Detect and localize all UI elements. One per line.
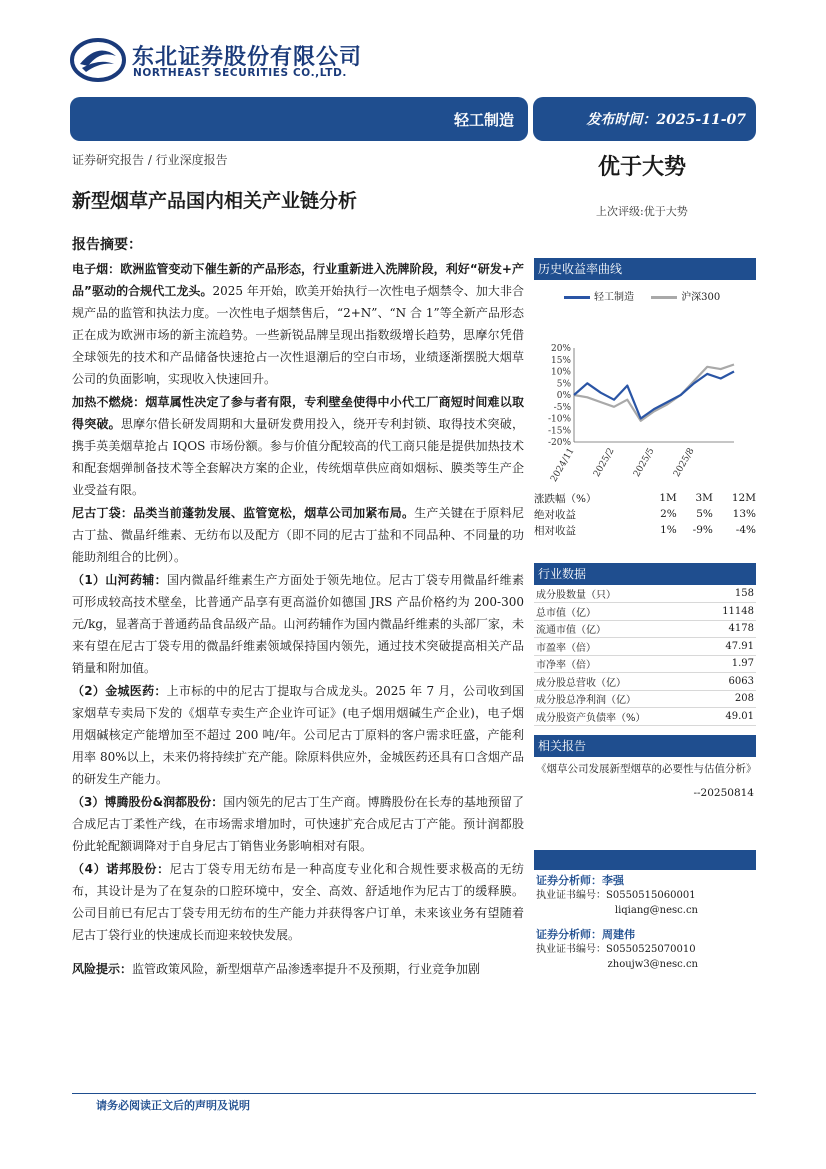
table-row [534, 690, 756, 708]
analyst-license: 执业证书编号：S0550525070010 [536, 944, 696, 955]
risk-text: 监管政策风险，新型烟草产品渗透率提升不及预期，行业竞争加剧 [132, 962, 481, 976]
related-report-date: --20250814 [693, 787, 754, 799]
paragraph-body: 上市标的中的尼古丁提取与合成龙头。2025 年 7 月，公司收到国家烟草专卖局下发的《烟草专卖生产企业许可证》(电子烟用烟碱生产企业)，电子烟用烟碱核定产能增加至不超过 200 吨/年。公司尼古丁原料的客户需求旺盛，产能利用率 80%以上，未来仍将持续扩充产能。除原料供应外，金城医药还具有口含烟产品的研发生产能力。 [72, 684, 524, 786]
paragraph-body: 国内微晶纤维素生产方面处于领先地位。尼古丁袋专用微晶纤维素可形成较高技术壁垒，比普通产品享有更高溢价如德国 JRS 产品价格约为 200-300 元/kg，显著高于普通药品食品级产品。山河药辅作为国内微晶纤维素的头部厂家，未来有望在尼古丁袋专用的微晶纤维素领域保持国内领先，通过技术突破提高相关产品销量和附加值。 [72, 573, 524, 675]
return-chart [534, 280, 756, 494]
summary-paragraph [72, 502, 524, 568]
paragraph-body: 尼古丁袋专用无纺布是一种高度专业化和合规性要求极高的无纺布，其设计是为了在复杂的口腔环境中，安全、高效、舒适地作为尼古丁的缓释膜。公司目前已有尼古丁袋专用无纺布的生产能力并获得客户订单，未来该业务有望随着尼古丁袋行业的快速成长而迎来较快发展。 [72, 862, 524, 942]
y-tick-label: -20% [547, 438, 571, 448]
x-tick-label: 2025/2 [592, 446, 617, 479]
paragraph-body: 思摩尔借长研发周期和大量研发费用投入，绕开专利封锁、取得技术突破，携手英美烟草抢占 IQOS 市场份额。参与价值分配较高的代工商只能是提供加热技术和配套烟弹制备技术等全套解决方案的企业，传统烟草供应商如烟标、膜类等生产企业受益有限。 [72, 417, 524, 497]
analyst-name: 证券分析师：周建伟 [536, 928, 635, 941]
summary-paragraph [72, 858, 524, 946]
table-cell: 208 [703, 690, 756, 708]
risk-warning [72, 958, 524, 980]
table-cell: 1.97 [703, 655, 756, 673]
sector-label: 轻工制造 [453, 111, 514, 129]
publish-date: 发布时间：2025-11-07 [586, 112, 746, 128]
company-name-cn: 东北证券股份有限公司 [132, 45, 363, 70]
table-row [534, 638, 756, 656]
paragraph-lead: 尼古丁袋：品类当前蓬勃发展、监管宽松，烟草公司加紧布局。 [72, 506, 415, 520]
row-label: 流通市值（亿） [534, 620, 703, 638]
table-header: 3M [695, 492, 713, 504]
page-title: 新型烟草产品国内相关产业链分析 [72, 190, 358, 212]
y-tick-label: -5% [553, 402, 571, 413]
row-label: 市净率（倍） [534, 655, 703, 673]
table-cell: 6063 [703, 673, 756, 691]
row-label: 总市值（亿） [534, 603, 703, 621]
chart-legend [564, 288, 734, 303]
table-header: 1M [659, 492, 677, 504]
sector-banner [70, 97, 528, 141]
row-label: 成分股资产负债率（%） [534, 708, 703, 726]
summary-paragraph [72, 391, 524, 501]
row-label: 成分股总净利润（亿） [534, 690, 703, 708]
y-tick-label: 10% [550, 367, 571, 378]
summary-paragraph [72, 569, 524, 679]
row-label: 绝对收益 [534, 508, 576, 521]
chart-section-title: 历史收益率曲线 [534, 258, 756, 280]
related-reports-section [534, 735, 756, 799]
legend-item [651, 292, 720, 303]
legend-label: 沪深300 [681, 292, 721, 303]
table-row [534, 490, 756, 506]
legend-item [564, 292, 634, 303]
table-cell: 47.91 [703, 638, 756, 656]
industry-data-section [534, 563, 756, 726]
paragraph-body: 2025 年开始，欧美开始执行一次性电子烟禁令、加大非合规产品的监管和执法力度。一次性电子烟禁售后，“2+N”、“N 合 1”等全新产品形态正在成为欧洲市场的新主流趋势。一些新锐品牌呈现出指数级增长趋势，思摩尔凭借全球领先的技术和产品储备快速抢占一次性退潮后的空白市场，业绩逐渐摆脱大烟草公司的负面影响，实现收入快速回升。 [72, 284, 525, 386]
date-banner [533, 97, 756, 141]
table-cell: 158 [703, 585, 756, 603]
table-row [534, 673, 756, 691]
analyst-email[interactable]: liqiang@nesc.cn [614, 905, 698, 916]
doc-type: 证券研究报告 / 行业深度报告 [72, 153, 228, 167]
footer-divider [72, 1093, 756, 1094]
table-cell: 2% [660, 508, 677, 520]
table-header: 涨跌幅（%） [534, 492, 597, 505]
row-label: 市盈率（倍） [534, 638, 703, 656]
table-row [534, 620, 756, 638]
paragraph-lead: 电子烟：欧洲监管变动下催生新的产品形态，行业重新进入洗牌阶段，利好“研发+产品”驱动的合规代工龙头。 [72, 262, 524, 298]
table-row [534, 585, 756, 603]
analyst-card [536, 927, 756, 972]
y-tick-label: 0% [556, 391, 571, 401]
table-cell: -4% [735, 524, 756, 536]
performance-table [534, 490, 756, 538]
legend-swatch-sector [564, 296, 590, 299]
paragraph-body: 国内领先的尼古丁生产商。博腾股份在长寿的基地预留了合成尼古丁柔性产线，在市场需求增加时，可快速扩充合成尼古丁产能。预计润都股份此轮配额调降对于自身尼古丁销售业务影响相对有限。 [72, 795, 524, 853]
table-row [534, 708, 756, 726]
analyst-divider [534, 850, 756, 870]
risk-label: 风险提示： [72, 962, 133, 976]
y-tick-label: 20% [550, 344, 571, 354]
y-tick-label: 5% [556, 379, 571, 390]
paragraph-lead: （4）诺邦股份： [72, 862, 170, 876]
x-tick-label: 2025/5 [632, 446, 657, 479]
table-cell: 13% [732, 508, 756, 520]
row-label: 相对收益 [534, 524, 576, 537]
rating: 优于大势 [598, 155, 687, 180]
company-name-en: NORTHEAST SECURITIES CO.,LTD. [133, 67, 347, 79]
table-cell: 1% [660, 524, 677, 536]
paragraph-body: 生产关键在于原料尼古丁盐、微晶纤维素、无纺布以及配方（即不同的尼古丁盐和不同品种、不同量的功能助剂组合的比例）。 [72, 506, 524, 564]
paragraph-lead: （2）金城医药： [72, 684, 167, 698]
previous-rating: 上次评级:优于大势 [596, 205, 688, 218]
x-tick-label: 2025/8 [672, 446, 697, 479]
chart-plot [534, 280, 756, 494]
series-line-index [574, 365, 734, 421]
paragraph-lead: 加热不燃烧：烟草属性决定了参与者有限，专利壁垒使得中小代工厂商短时间难以取得突破。 [72, 395, 524, 431]
x-tick-label: 2024/11 [549, 446, 577, 484]
legend-swatch-index [651, 296, 677, 299]
analyst-list [536, 873, 756, 981]
table-row [534, 522, 756, 538]
analyst-name: 证券分析师：李强 [536, 874, 624, 887]
y-tick-label: -10% [547, 414, 571, 425]
related-section-title: 相关报告 [534, 735, 756, 757]
y-tick-label: 15% [550, 355, 571, 366]
table-cell: 4178 [703, 620, 756, 638]
table-row [534, 655, 756, 673]
table-cell: 5% [696, 508, 713, 520]
return-chart-section [534, 258, 756, 494]
analyst-license: 执业证书编号：S0550515060001 [536, 890, 696, 901]
row-label: 成分股数量（只） [534, 585, 703, 603]
analyst-email[interactable]: zhoujw3@nesc.cn [607, 959, 698, 970]
table-row [534, 506, 756, 522]
footer-disclaimer: 请务必阅读正文后的声明及说明 [96, 1099, 250, 1112]
analyst-card [536, 873, 756, 918]
logo-emblem-icon [70, 38, 126, 82]
summary-paragraph [72, 258, 524, 390]
table-row [534, 603, 756, 621]
industry-section-title: 行业数据 [534, 563, 756, 585]
summary-paragraph [72, 680, 524, 790]
legend-label: 轻工制造 [594, 292, 634, 303]
paragraph-lead: （3）博腾股份&润都股份： [72, 795, 224, 809]
related-report-link[interactable]: 《烟草公司发展新型烟草的必要性与估值分析》 [536, 763, 757, 775]
report-summary [72, 234, 524, 981]
summary-heading: 报告摘要： [72, 237, 142, 253]
table-cell: 49.01 [703, 708, 756, 726]
table-cell: 11148 [703, 603, 756, 621]
summary-paragraph [72, 791, 524, 857]
y-tick-label: -15% [547, 426, 571, 437]
row-label: 成分股总营收（亿） [534, 673, 703, 691]
company-logo [70, 38, 390, 88]
table-cell: -9% [692, 524, 713, 536]
industry-table [534, 585, 756, 726]
table-header: 12M [731, 492, 756, 504]
paragraph-lead: （1）山河药辅： [72, 573, 167, 587]
